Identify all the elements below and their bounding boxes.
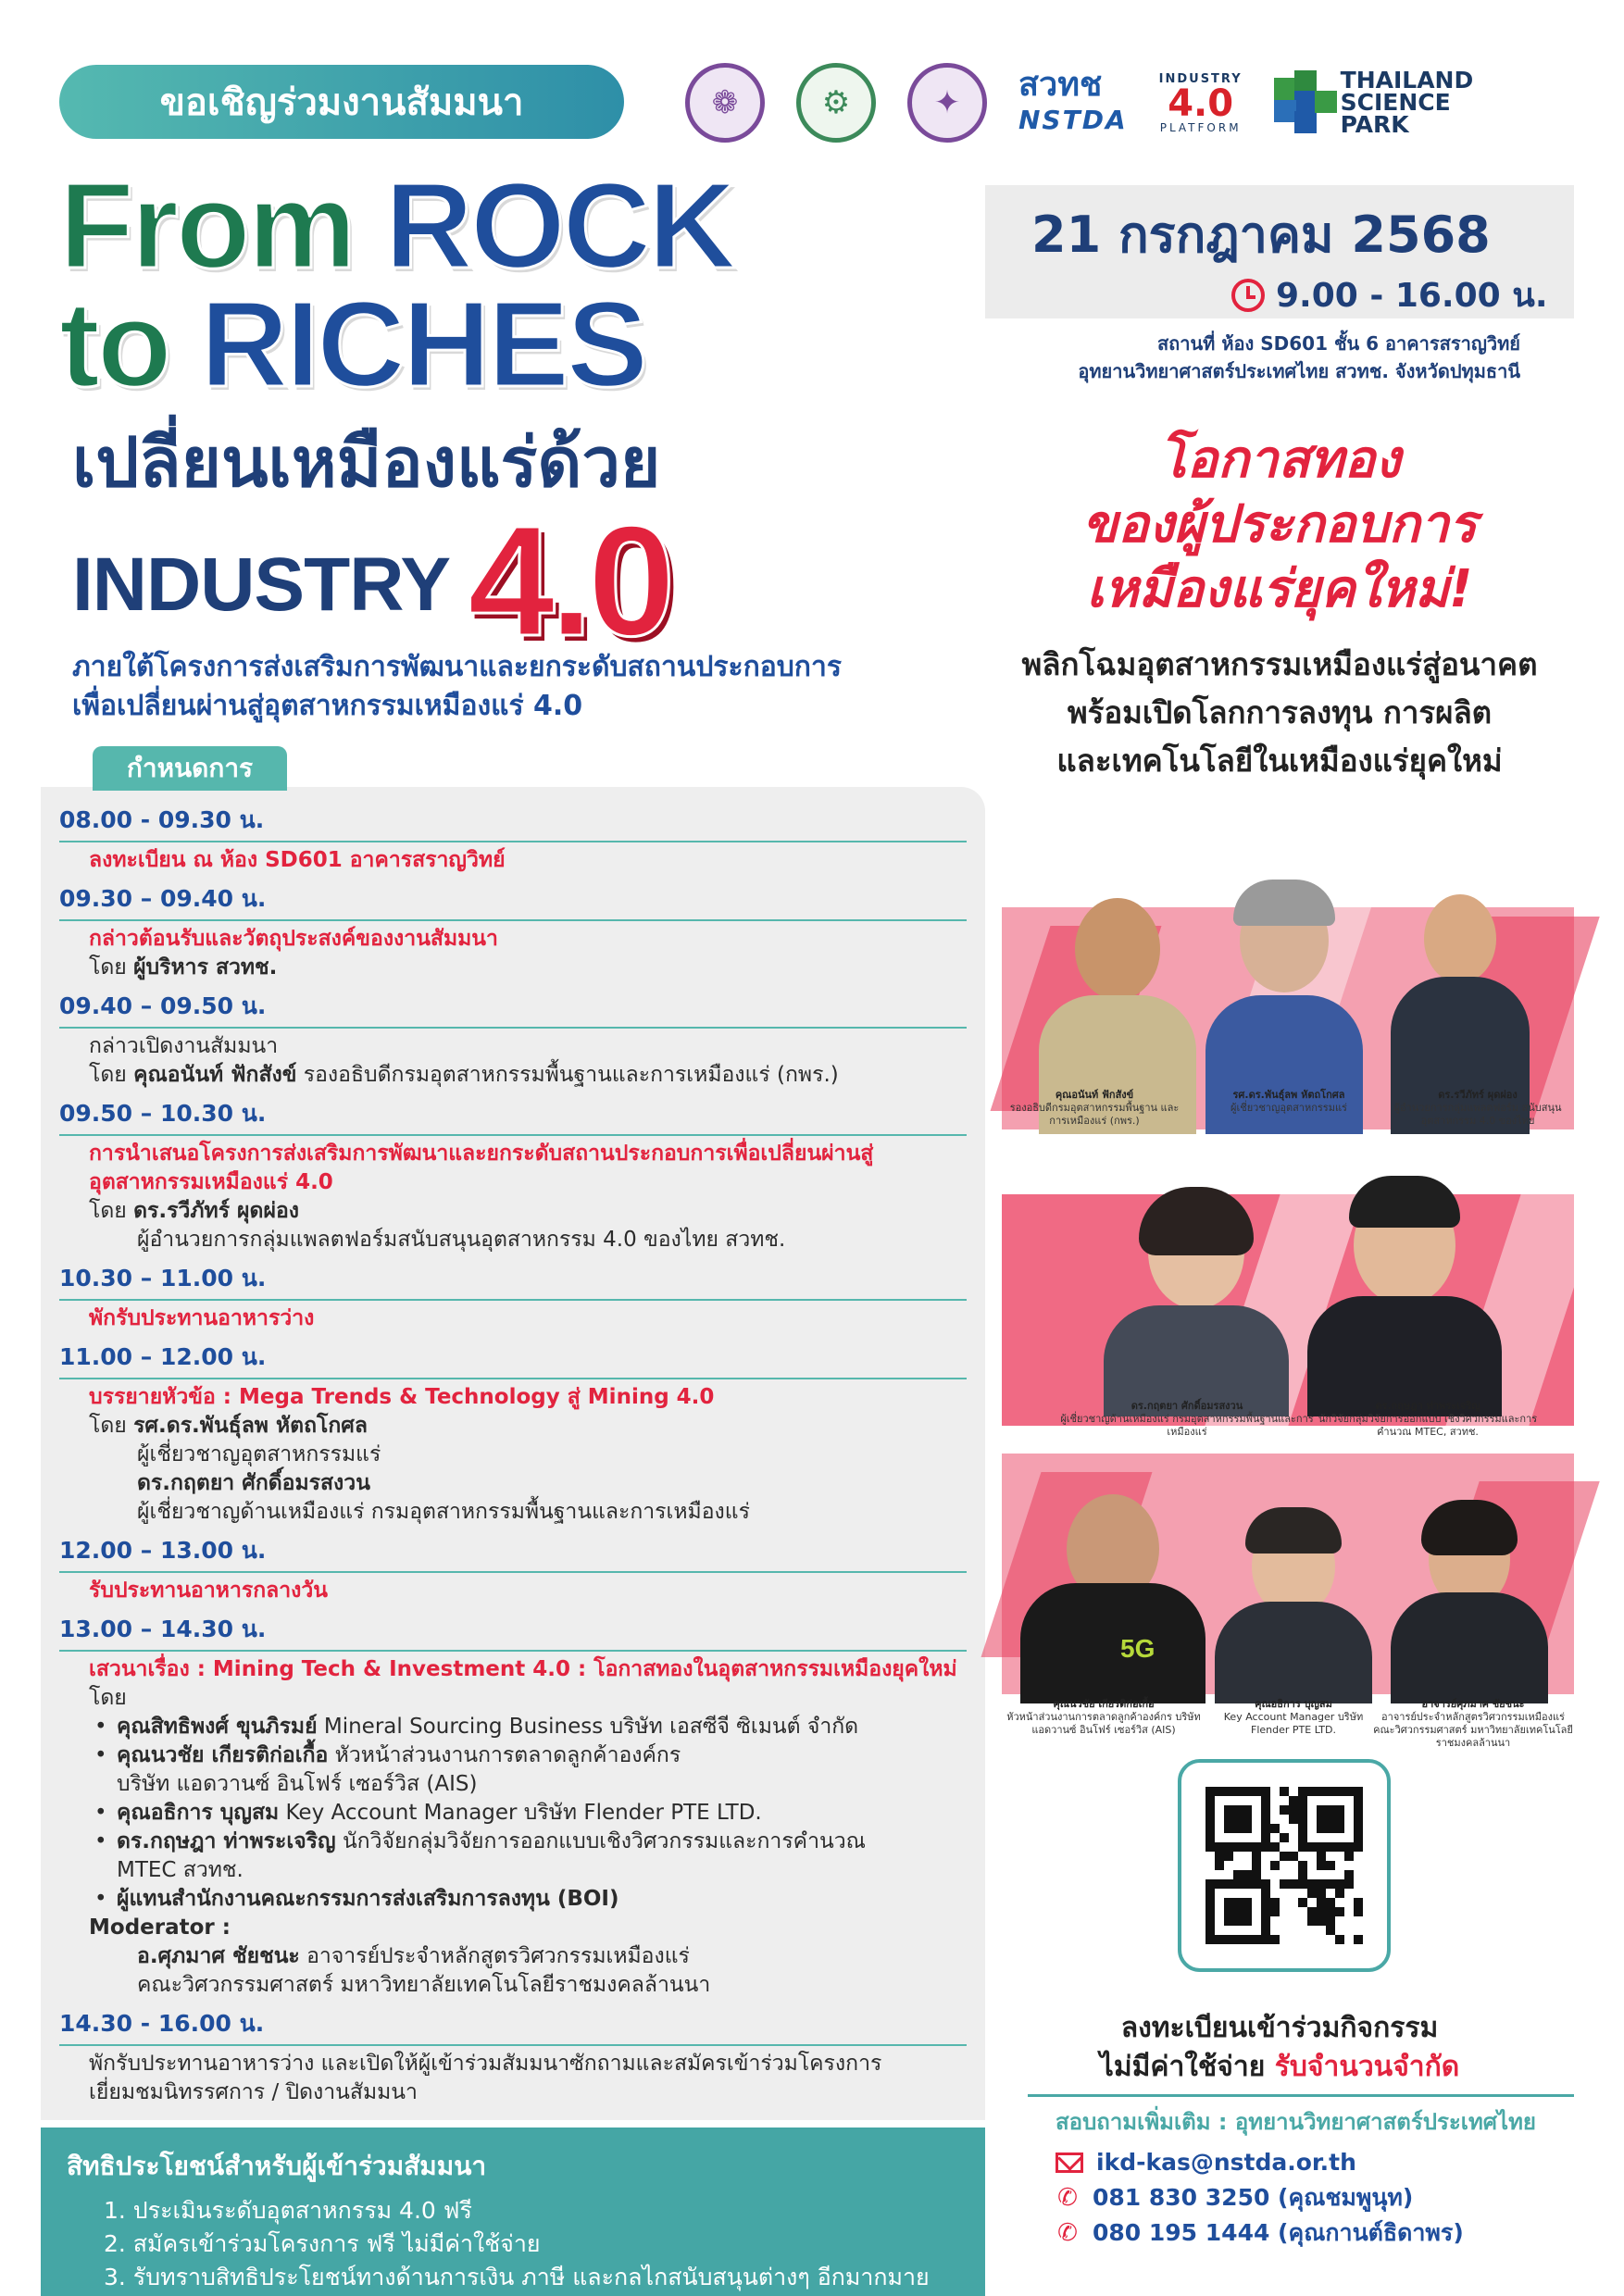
agenda-slot: [59, 1611, 967, 2000]
panelist-name: คุณนวชัย เกียรติก่อเกื้อ: [117, 1743, 329, 1767]
speaker-role: อาจารย์ประจำหลักสูตรวิศวกรรมเหมืองแร่ คณะวิศวกรรมศาสตร์ มหาวิทยาลัยเทคโนโลยีราชมงคลล้านนา: [1373, 1711, 1573, 1749]
i40-bottom: PLATFORM: [1159, 120, 1242, 134]
slot-time: 08.00 - 09.30 น.: [59, 802, 967, 842]
contact-phone[interactable]: 080 195 1444 (คุณกานต์ธิดาพร): [1093, 2219, 1464, 2246]
panel-item: [89, 1713, 967, 1741]
agenda-slot: [59, 1532, 967, 1605]
slot-title: พักรับประทานอาหารว่าง: [89, 1306, 315, 1330]
speaker-role: ผู้อำนวยการกลุ่มแพลตฟอร์ม สนับสนุนอุตสาหกรรม 4.0 ของไทย: [1393, 1102, 1562, 1127]
slot-time: 11.00 – 12.00 น.: [59, 1339, 967, 1379]
slot-time: 14.30 - 16.00 น.: [59, 2005, 967, 2046]
registration-text: [985, 2009, 1574, 2087]
contact-email-row: [1056, 2145, 1574, 2180]
venue-line2: อุทยานวิทยาศาสตร์ประเทศไทย สวทช. จังหวัดปทุมธานี: [1078, 360, 1520, 382]
subtitle-line1: ภายใต้โครงการส่งเสริมการพัฒนาและยกระดับสถานประกอบการ: [72, 651, 842, 683]
agenda-slot: [59, 1260, 967, 1333]
speaker-role: นักวิจัยกลุ่มวิจัยการออกแบบ เชิงวิศวกรรมและการคำนวณ MTEC, สวทช.: [1318, 1413, 1538, 1438]
thailand-science-park-logo: [1274, 69, 1474, 136]
tsp-line3: PARK: [1340, 111, 1409, 138]
event-time-row: [1231, 268, 1548, 321]
slot-time: 13.00 – 14.30 น.: [59, 1611, 967, 1652]
speaker-name: ดร.กฤตยา ศักดิ์อมรสงวน: [137, 1471, 370, 1495]
speaker-name: ดร.กฤษฎา ท่าพระเจริญ: [1375, 1400, 1480, 1412]
phone-icon: ✆: [1057, 2184, 1078, 2212]
speaker-name: ดร.รวีภัทร์ ผุดผ่อง: [133, 1199, 299, 1223]
slot-title: การนำเสนอโครงการส่งเสริมการพัฒนาและยกระดับสถานประกอบการเพื่อเปลี่ยนผ่านสู่อุตสาหกรรมเหมืองแร่ 4.0: [89, 1142, 874, 1194]
partner-logos: [685, 52, 1574, 154]
slot-time: 12.00 – 13.00 น.: [59, 1532, 967, 1573]
speaker-photo: [1307, 1157, 1502, 1416]
registration-qr[interactable]: [1178, 1759, 1391, 1972]
headline: [985, 428, 1574, 622]
panel-item: [89, 1828, 967, 1885]
speaker-name: ดร.กฤตยา ศักดิ์อมรสงวน: [1131, 1400, 1243, 1412]
nstda-logo: [1018, 68, 1128, 138]
agenda-slot: [59, 802, 967, 875]
qr-code-icon[interactable]: [1206, 1787, 1363, 1944]
industry-seal-icon: ⚙: [796, 63, 876, 143]
title-industry: INDUSTRY: [72, 543, 451, 627]
panelist-role-cont: MTEC สวทช.: [117, 1858, 244, 1882]
speaker-role: ผู้เชี่ยวชาญอุตสาหกรรมแร่: [1230, 1102, 1347, 1114]
main-title: [59, 157, 734, 412]
slot-title: กล่าวเปิดงานสัมมนา: [89, 1034, 279, 1058]
slot-text: พักรับประทานอาหารว่าง และเปิดให้ผู้เข้าร่วมสัมมนาซักถามและสมัครเข้าร่วมโครงการ: [89, 2052, 882, 2076]
title-rock: ROCK: [384, 157, 734, 293]
panel-item: [89, 1885, 967, 1914]
speaker-role: Key Account Manager บริษัท Flender PTE LTD.: [1223, 1711, 1364, 1736]
tsp-mark-icon: [1274, 70, 1333, 135]
agenda-slot: [59, 1339, 967, 1527]
speaker-name: รศ.ดร.พันธุ์ลพ หัตถโกศล: [1232, 1089, 1345, 1101]
speaker-group-2: [1002, 1148, 1574, 1438]
benefit-item: 1. ประเมินระดับอุตสาหกรรม 4.0 ฟรี: [104, 2197, 472, 2224]
headline-line2: ของผู้ประกอบการ: [1081, 494, 1478, 555]
speaker-name: รศ.ดร.พันธุ์ลพ หัตถโกศล: [133, 1414, 368, 1438]
title-thai: เปลี่ยนเหมืองแร่ด้วย: [72, 423, 661, 503]
speaker-name: คุณอนันท์ ฟักสังข์: [133, 1063, 297, 1087]
moderator-role-cont: คณะวิศวกรรมศาสตร์ มหาวิทยาลัยเทคโนโลยีราชมงคลล้านนา: [137, 1973, 711, 1997]
contact-divider: [1028, 2094, 1574, 2097]
by-label: โดย: [89, 1199, 134, 1223]
panelist-role: Mineral Sourcing Business บริษัท เอสซีจี ซิเมนต์ จำกัด: [317, 1715, 859, 1739]
panelist-role-cont: บริษัท แอดวานซ์ อินโฟร์ เซอร์วิส (AIS): [117, 1772, 478, 1796]
clock-icon: [1231, 279, 1265, 312]
contact-phone-row: [1056, 2180, 1574, 2215]
panelist-role: นักวิจัยกลุ่มวิจัยการออกแบบเชิงวิศวกรรมและการคำนวณ: [335, 1829, 866, 1853]
speaker-role: ผู้เชี่ยวชาญด้านเหมืองแร่ กรมอุตสาหกรรมพื้นฐานและการเหมืองแร่: [137, 1500, 750, 1524]
panelist-role: หัวหน้าส่วนงานการตลาดลูกค้าองค์กร: [328, 1743, 681, 1767]
benefits-title: สิทธิประโยชน์สำหรับผู้เข้าร่วมสัมมนา: [67, 2151, 487, 2181]
panelist-name: ผู้แทนสำนักงานคณะกรรมการส่งเสริมการลงทุน (BOI): [117, 1887, 619, 1911]
title-to: to: [59, 276, 201, 412]
tagline: [985, 641, 1574, 785]
title-from: From: [59, 157, 385, 293]
speaker-name: ผู้บริหาร สวทช.: [133, 955, 278, 980]
headline-line1: โอกาสทอง: [1158, 430, 1401, 490]
contact-phone[interactable]: 081 830 3250 (คุณชมพูนุท): [1093, 2184, 1414, 2211]
speaker-photo: [1391, 1491, 1548, 1703]
phone-icon: ✆: [1057, 2219, 1078, 2247]
contact-info: [1056, 2103, 1574, 2251]
slot-title: กล่าวต้อนรับและวัตถุประสงค์ของงานสัมมนา: [89, 927, 498, 951]
benefit-item: 2. สมัครเข้าร่วมโครงการ ฟรี ไม่มีค่าใช้จ่าย: [104, 2230, 541, 2257]
nstda-en: NSTDA: [1018, 105, 1128, 135]
slot-title: ลงทะเบียน ณ ห้อง SD601 อาคารสราญวิทย์: [89, 848, 506, 872]
by-label: โดย: [89, 955, 134, 980]
speaker-group-1: [1002, 852, 1574, 1139]
i40-top: INDUSTRY: [1158, 71, 1243, 86]
speaker-role: รองอธิบดีกรมอุตสาหกรรมพื้นฐานและการเหมืองแร่ (กพร.): [296, 1063, 839, 1087]
by-label: โดย: [89, 1063, 134, 1087]
agenda-tab: กำหนดการ: [93, 746, 287, 791]
moderator-label: Moderator :: [89, 1915, 231, 1940]
agenda-slot: [59, 2005, 967, 2107]
speaker-group-3: [1002, 1454, 1574, 1749]
registration-limited: รับจำนวนจำกัด: [1274, 2051, 1460, 2083]
ais-5g-badge: 5G: [1120, 1634, 1156, 1663]
i40-mid: 4.0: [1168, 81, 1234, 125]
panelist-role: Key Account Manager บริษัท Flender PTE LTD.: [279, 1801, 762, 1825]
tsp-line1: THAILAND: [1340, 67, 1474, 94]
slot-text-cont: เยี่ยมชมนิทรรศการ / ปิดงานสัมมนา: [89, 2080, 418, 2104]
university-seal-icon: ✦: [907, 63, 987, 143]
speaker-photo: [1215, 1500, 1372, 1703]
slot-title: เสวนาเรื่อง : Mining Tech & Investment 4.0 : โอกาสทองในอุตสาหกรรมเหมืองยุคใหม่: [89, 1657, 957, 1681]
slot-time: 10.30 – 11.00 น.: [59, 1260, 967, 1301]
agenda-slot: [59, 880, 967, 982]
speaker-photo: [1020, 1472, 1206, 1703]
mail-icon: [1056, 2152, 1083, 2173]
speaker-name: ดร.รวีภัทร์ ผุดผ่อง: [1438, 1089, 1518, 1101]
speaker-photo: [1104, 1176, 1289, 1416]
panelist-name: คุณอธิการ บุญสม: [117, 1801, 280, 1825]
event-time: 9.00 - 16.00 น.: [1276, 277, 1548, 315]
nstda-thai: สวทช: [1018, 66, 1103, 104]
subtitle-line2: เพื่อเปลี่ยนผ่านสู่อุตสาหกรรมเหมืองแร่ 4.0: [72, 690, 583, 722]
venue-line1: สถานที่ ห้อง SD601 ชั้น 6 อาคารสราญวิทย์: [1156, 332, 1520, 355]
panel-item: [89, 1741, 967, 1799]
tagline-line1: พลิกโฉมอุตสาหกรรมเหมืองแร่สู่อนาคต: [1021, 646, 1538, 682]
by-label: โดย: [89, 1686, 127, 1710]
industry40-platform-logo: [1159, 73, 1243, 133]
slot-time: 09.40 – 09.50 น.: [59, 988, 967, 1029]
invite-banner: ขอเชิญร่วมงานสัมมนา: [59, 65, 624, 139]
agenda-slot: [59, 1095, 967, 1254]
agenda-list: [59, 802, 967, 2113]
speaker-name: คุณนวชัย เกียรติก่อเกื้อ: [1053, 1698, 1155, 1710]
tagline-line2: พร้อมเปิดโลกการลงทุน การผลิต: [1067, 694, 1493, 730]
speaker-name: คุณอนันท์ ฟักสังข์: [1055, 1089, 1134, 1101]
event-date: 21 กรกฎาคม 2568: [1031, 206, 1491, 264]
slot-time: 09.30 – 09.40 น.: [59, 880, 967, 921]
speaker-role: ผู้เชี่ยวชาญด้านเหมืองแร่ กรมอุตสาหกรรมพื้นฐานและการเหมืองแร่: [1060, 1413, 1314, 1438]
event-venue: [872, 330, 1520, 385]
speaker-role: หัวหน้าส่วนงานการตลาดลูกค้าองค์กร บริษัท แอดวานซ์ อินโฟร์ เซอร์วิส (AIS): [1006, 1711, 1201, 1736]
by-label: โดย: [89, 1414, 134, 1438]
contact-email[interactable]: ikd-kas@nstda.or.th: [1096, 2149, 1356, 2176]
registration-line1: ลงทะเบียนเข้าร่วมกิจกรรม: [1120, 2012, 1439, 2044]
tsp-line2: SCIENCE: [1340, 89, 1451, 116]
agenda-slot: [59, 988, 967, 1090]
contact-title: สอบถามเพิ่มเติม : อุทยานวิทยาศาสตร์ประเทศไทย: [1056, 2109, 1536, 2135]
panelist-name: ดร.กฤษฎา ท่าพระเจริญ: [117, 1829, 336, 1853]
speaker-role: รองอธิบดีกรมอุตสาหกรรมพื้นฐาน และการเหมืองแร่ (กพร.): [1009, 1102, 1180, 1127]
slot-time: 09.50 – 10.30 น.: [59, 1095, 967, 1136]
contact-phone-row: [1056, 2215, 1574, 2251]
title-riches: RICHES: [200, 276, 646, 412]
speaker-name: อาจารย์ศุภมาศ ชัยชนะ: [1421, 1698, 1525, 1710]
speaker-role: ผู้อำนวยการกลุ่มแพลตฟอร์มสนับสนุนอุตสาหกรรม 4.0 ของไทย สวทช.: [137, 1228, 786, 1252]
panel-item: [89, 1799, 967, 1828]
subtitle: [72, 648, 980, 726]
slot-title: รับประทานอาหารกลางวัน: [89, 1578, 329, 1603]
benefit-item: 3. รับทราบสิทธิประโยชน์ทางด้านการเงิน ภาษี และกลไกสนับสนุนต่างๆ อีกมากมาย: [104, 2264, 930, 2290]
tagline-line3: และเทคโนโลยีในเหมืองแร่ยุคใหม่: [1056, 742, 1503, 779]
slot-title: บรรยายหัวข้อ : Mega Trends & Technology สู่ Mining 4.0: [89, 1385, 715, 1409]
panelist-name: คุณสิทธิพงศ์ ขุนภิรมย์: [117, 1715, 318, 1739]
moderator-role: อาจารย์ประจำหลักสูตรวิศวกรรมเหมืองแร่: [299, 1944, 690, 1968]
speaker-name: คุณอธิการ บุญสม: [1255, 1698, 1332, 1710]
benefits-box: [41, 2128, 985, 2296]
title-industry-number: 4.0: [468, 493, 670, 669]
registration-free: ไม่มีค่าใช้จ่าย: [1099, 2051, 1275, 2083]
headline-line3: เหมืองแร่ยุคใหม่!: [1086, 559, 1473, 619]
ministry-seal-icon: ❁: [685, 63, 765, 143]
speaker-role: ผู้เชี่ยวชาญอุตสาหกรรมแร่: [137, 1442, 381, 1466]
moderator-name: อ.ศุภมาศ ชัยชนะ: [137, 1944, 300, 1968]
